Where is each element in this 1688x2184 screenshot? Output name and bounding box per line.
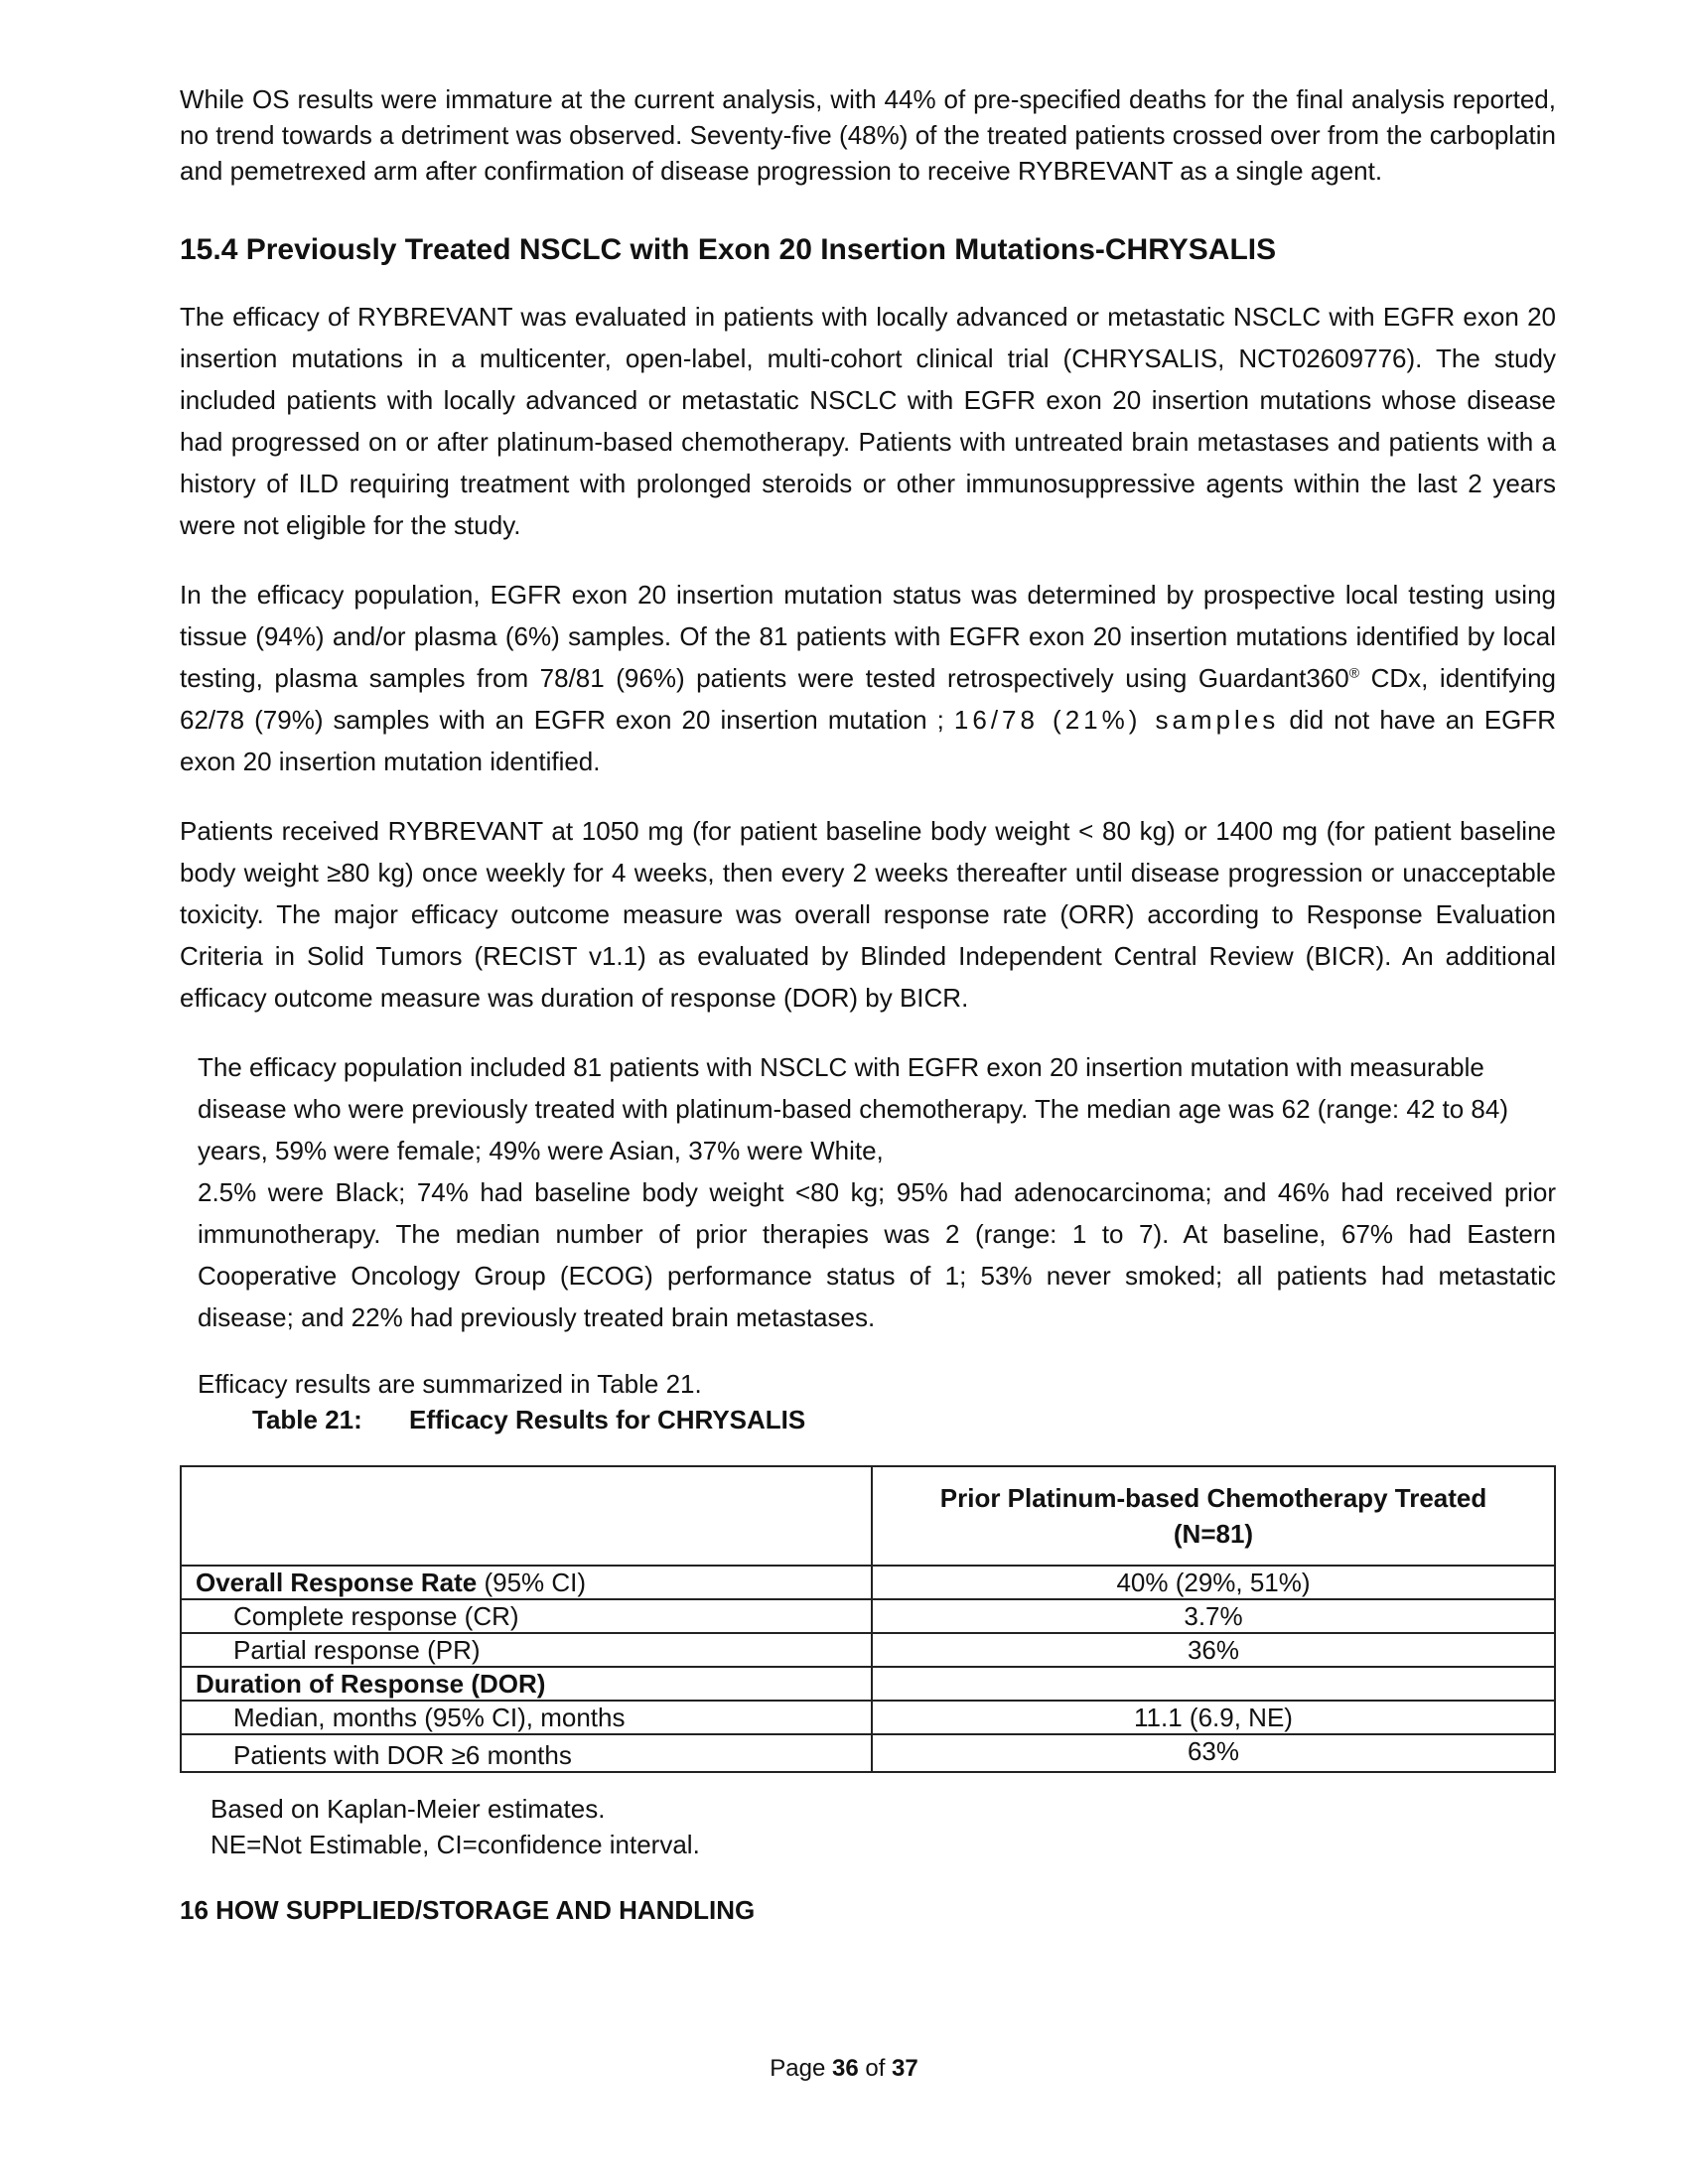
efficacy-summary-sentence: Efficacy results are summarized in Table 21. (198, 1369, 702, 1399)
table-row (181, 1734, 1555, 1772)
intro-paragraph: While OS results were immature at the current analysis, with 44% of pre-specified deaths for the final analysis reported, no trend towards a detriment was observed. Seventy-five (48%) of the treated patients crossed over from the carboplatin and pemetrexed arm after confirmation of disease progression to receive RYBREVANT as a single agent. (180, 84, 1556, 186)
of-word: of (865, 2055, 886, 2082)
document-page (180, 81, 1556, 1928)
table-row (181, 1566, 1555, 1599)
table-21-caption (252, 1402, 1556, 1437)
registered-mark: ® (1348, 664, 1360, 681)
dor-section-label-cell: Duration of Response (DOR) (181, 1667, 872, 1701)
dor-section-empty-cell (872, 1667, 1555, 1701)
table-footnotes (180, 1791, 1556, 1862)
orr-label-cell: Overall Response Rate (95% CI) (181, 1566, 872, 1599)
table-caption-number: Table 21: (252, 1405, 362, 1434)
cr-label-cell: Complete response (CR) (181, 1599, 872, 1633)
header-empty-cell (181, 1466, 872, 1566)
orr-value-cell: 40% (29%, 51%) (872, 1566, 1555, 1599)
paragraph-2-text-b: CDx, identifying 62/78 (79%) samples with an EGFR exon 20 insertion mutation ; (180, 663, 1556, 735)
population-paragraph-b: 2.5% were Black; 74% had baseline body weight <80 kg; 95% had adenocarcinoma; and 46% had received prior immunotherapy. The median number of prior therapies was 2 (range: 1 to 7). At baseline, 67% had Eastern Cooperative Oncology Group (ECOG) performance status of 1; 53% never smoked; all patients had metastatic disease; and 22% had previously treated brain metastases. (198, 1177, 1556, 1332)
table-header-row (181, 1466, 1555, 1566)
chrysalis-paragraph-1: The efficacy of RYBREVANT was evaluated in patients with locally advanced or metastatic NSCLC with EGFR exon 20 insertion mutations in a multicenter, open-label, multi-cohort clinical trial (CHRYSALIS, NCT02609776). The study included patients with locally advanced or metastatic NSCLC with EGFR exon 20 insertion mutations whose disease had progressed on or after platinum-based chemotherapy. Patients with untreated brain metastases and patients with a history of ILD requiring treatment with prolonged steroids or other immunosuppressive agents within the last 2 years were not eligible for the study. (180, 302, 1556, 540)
pr-value-cell: 36% (872, 1633, 1555, 1667)
table-row (181, 1633, 1555, 1667)
population-block (180, 1046, 1556, 1338)
table-row (181, 1701, 1555, 1734)
table-row (181, 1667, 1555, 1701)
paragraph-2-text-c: 16/78 (21%) samples (953, 705, 1280, 735)
page-word: Page (770, 2055, 826, 2082)
footnote-abbreviations: NE=Not Estimable, CI=confidence interval. (211, 1830, 700, 1859)
dor6-label-cell: Patients with DOR ≥6 months (181, 1734, 872, 1772)
table-caption-title: Efficacy Results for CHRYSALIS (409, 1405, 806, 1434)
pr-label-cell: Partial response (PR) (181, 1633, 872, 1667)
median-label-cell: Median, months (95% CI), months (181, 1701, 872, 1734)
header-treatment-cell: Prior Platinum-based Chemotherapy Treated (N=81) (872, 1466, 1555, 1566)
section-15-4-heading: 15.4 Previously Treated NSCLC with Exon 20 Insertion Mutations-CHRYSALIS (180, 233, 1277, 266)
population-paragraph-a: The efficacy population included 81 patients with NSCLC with EGFR exon 20 insertion mutation with measurable disease who were previously treated with platinum-based chemotherapy. The median age was 62 (range: 42 to 84) years, 59% were female; 49% were Asian, 37% were White, (198, 1052, 1509, 1165)
table-row (181, 1599, 1555, 1633)
median-value-cell: 11.1 (6.9, NE) (872, 1701, 1555, 1734)
footnote-kaplan-meier: Based on Kaplan-Meier estimates. (211, 1794, 606, 1824)
page-number: 36 (831, 2055, 859, 2082)
paragraph-2-text-a: In the efficacy population, EGFR exon 20 insertion mutation status was determined by prospective local testing using tissue (94%) and/or plasma (6%) samples. Of the 81 patients with EGFR exon 20 insertion mutations identified by local testing, plasma samples from 78/81 (96%) patients were tested retrospectively using Guardant360 (180, 580, 1556, 693)
cr-value-cell: 3.7% (872, 1599, 1555, 1633)
efficacy-results-table (180, 1465, 1556, 1773)
page-footer (0, 2053, 1688, 2085)
paragraph-2-text-d: did not have an EGFR exon 20 insertion mutation identified. (180, 705, 1556, 776)
section-16-heading: 16 HOW SUPPLIED/STORAGE AND HANDLING (180, 1895, 756, 1925)
chrysalis-paragraph-3: Patients received RYBREVANT at 1050 mg (for patient baseline body weight < 80 kg) or 1400 mg (for patient baseline body weight ≥80 kg) once weekly for 4 weeks, then every 2 weeks thereafter until disease progression or unacceptable toxicity. The major efficacy outcome measure was overall response rate (ORR) according to Response Evaluation Criteria in Solid Tumors (RECIST v1.1) as evaluated by Blinded Independent Central Review (BICR). An additional efficacy outcome measure was duration of response (DOR) by BICR. (180, 816, 1556, 1013)
page-total: 37 (892, 2055, 918, 2082)
chrysalis-paragraph-2 (180, 574, 1556, 782)
dor6-value-cell: 63% (872, 1734, 1555, 1772)
